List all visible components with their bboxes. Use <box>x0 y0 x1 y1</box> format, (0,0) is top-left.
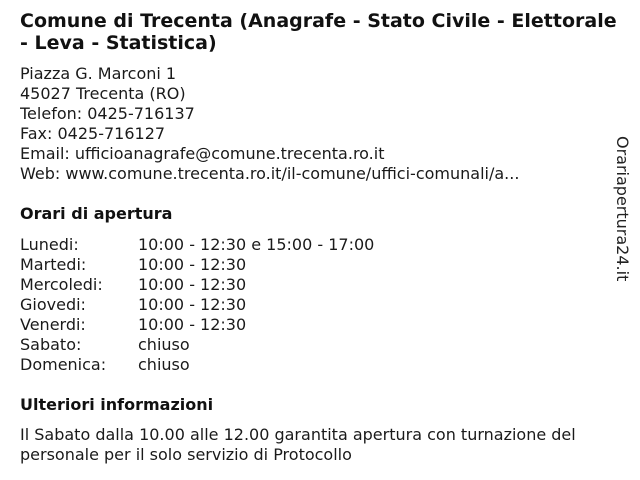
fax-number: Fax: 0425-716127 <box>20 124 166 143</box>
time-value: 10:00 - 12:30 <box>138 315 247 334</box>
site-watermark: Orariapertura24.it <box>613 136 632 282</box>
hours-row-tuesday <box>20 255 374 275</box>
info-heading: Ulteriori informazioni <box>20 395 214 414</box>
hours-row-friday <box>20 315 374 335</box>
hours-row-sunday <box>20 355 374 375</box>
contact-block <box>20 64 600 184</box>
day-label: Giovedi: <box>20 295 86 314</box>
address-street: Piazza G. Marconi 1 <box>20 64 177 83</box>
time-value: 10:00 - 12:30 e 15:00 - 17:00 <box>138 235 375 254</box>
hours-row-thursday <box>20 295 374 315</box>
time-value: chiuso <box>138 355 190 374</box>
email-address: Email: ufficioanagrafe@comune.trecenta.ro.it <box>20 144 385 163</box>
website-link: Web: www.comune.trecenta.ro.it/il-comune/uffici-comunali/a... <box>20 164 520 183</box>
day-label: Sabato: <box>20 335 82 354</box>
time-value: 10:00 - 12:30 <box>138 275 247 294</box>
phone-number: Telefon: 0425-716137 <box>20 104 195 123</box>
hours-row-monday <box>20 235 374 255</box>
day-label: Martedi: <box>20 255 87 274</box>
day-label: Venerdi: <box>20 315 86 334</box>
hours-table <box>20 235 374 375</box>
time-value: chiuso <box>138 335 190 354</box>
time-value: 10:00 - 12:30 <box>138 255 247 274</box>
hours-row-saturday <box>20 335 374 355</box>
hours-row-wednesday <box>20 275 374 295</box>
day-label: Lunedi: <box>20 235 79 254</box>
time-value: 10:00 - 12:30 <box>138 295 247 314</box>
address-city: 45027 Trecenta (RO) <box>20 84 186 103</box>
day-label: Domenica: <box>20 355 107 374</box>
info-text: Il Sabato dalla 10.00 alle 12.00 garantita apertura con turnazione del personale per il solo servizio di Protocollo <box>20 425 576 464</box>
day-label: Mercoledi: <box>20 275 103 294</box>
hours-heading: Orari di apertura <box>20 204 173 223</box>
page-title: Comune di Trecenta (Anagrafe - Stato Civile - Elettorale- Leva - Statistica) <box>20 10 617 54</box>
